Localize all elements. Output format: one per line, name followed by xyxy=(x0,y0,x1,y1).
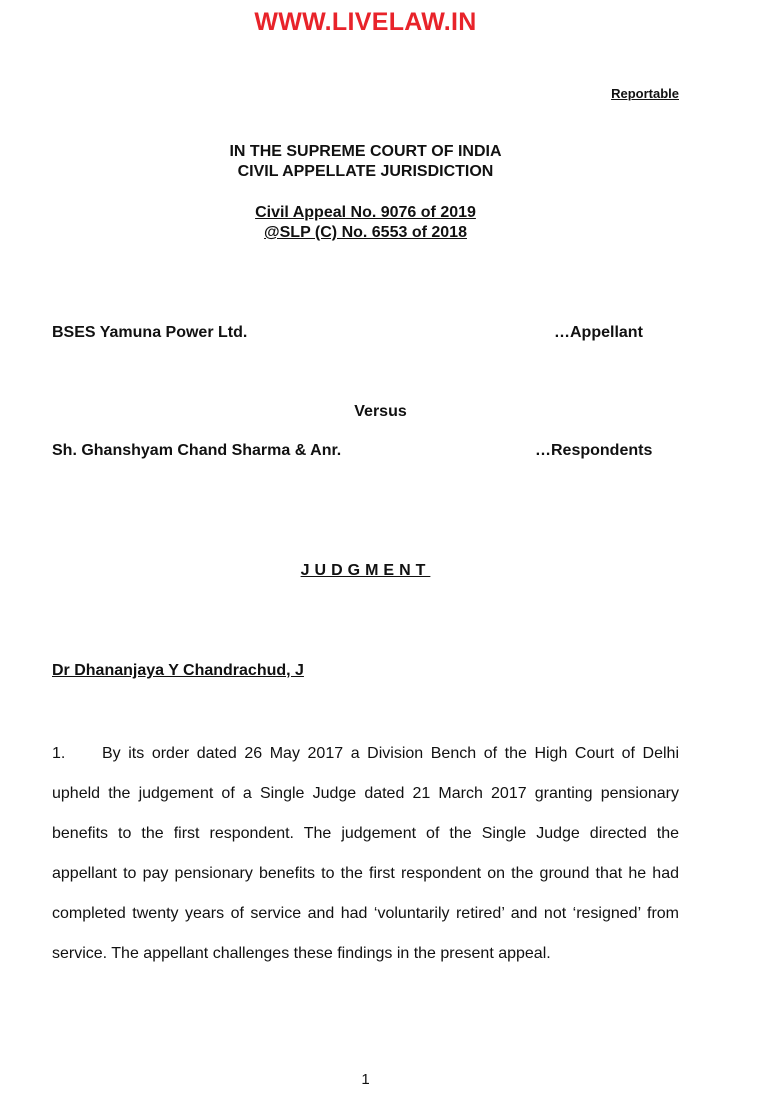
court-name: IN THE SUPREME COURT OF INDIA xyxy=(229,143,502,160)
respondent-name: Sh. Ghanshyam Chand Sharma & Anr. xyxy=(52,442,342,459)
slp-number: @SLP (C) No. 6553 of 2018 xyxy=(264,224,467,241)
respondent-role: …Respondents xyxy=(535,442,653,459)
paragraph-1 xyxy=(52,734,679,974)
paragraph-number: 1. xyxy=(52,745,66,762)
livelaw-watermark: WWW.LIVELAW.IN xyxy=(254,8,477,36)
versus-label: Versus xyxy=(354,403,407,420)
reportable-label: Reportable xyxy=(611,86,679,101)
appellant-role: …Appellant xyxy=(554,324,643,341)
page-number: 1 xyxy=(361,1071,370,1088)
civil-appeal-number: Civil Appeal No. 9076 of 2019 xyxy=(255,204,476,221)
judgment-heading: JUDGMENT xyxy=(300,562,431,579)
appellant-name: BSES Yamuna Power Ltd. xyxy=(52,324,248,341)
judge-name: Dr Dhananjaya Y Chandrachud, J xyxy=(52,662,304,679)
paragraph-text: By its order dated 26 May 2017 a Division Bench of the High Court of Delhi upheld the judgement of a Single Judge dated 21 March 2017 granting pensionary benefits to the first respondent. The judgement of the Single Judge directed the appellant to pay pensionary benefits to the first respondent on the ground that he had completed twenty years of service and had ‘voluntarily retired’ and not ‘resigned’ from service. The appellant challenges these findings in the present appeal. xyxy=(52,745,679,962)
jurisdiction: CIVIL APPELLATE JURISDICTION xyxy=(237,163,494,180)
